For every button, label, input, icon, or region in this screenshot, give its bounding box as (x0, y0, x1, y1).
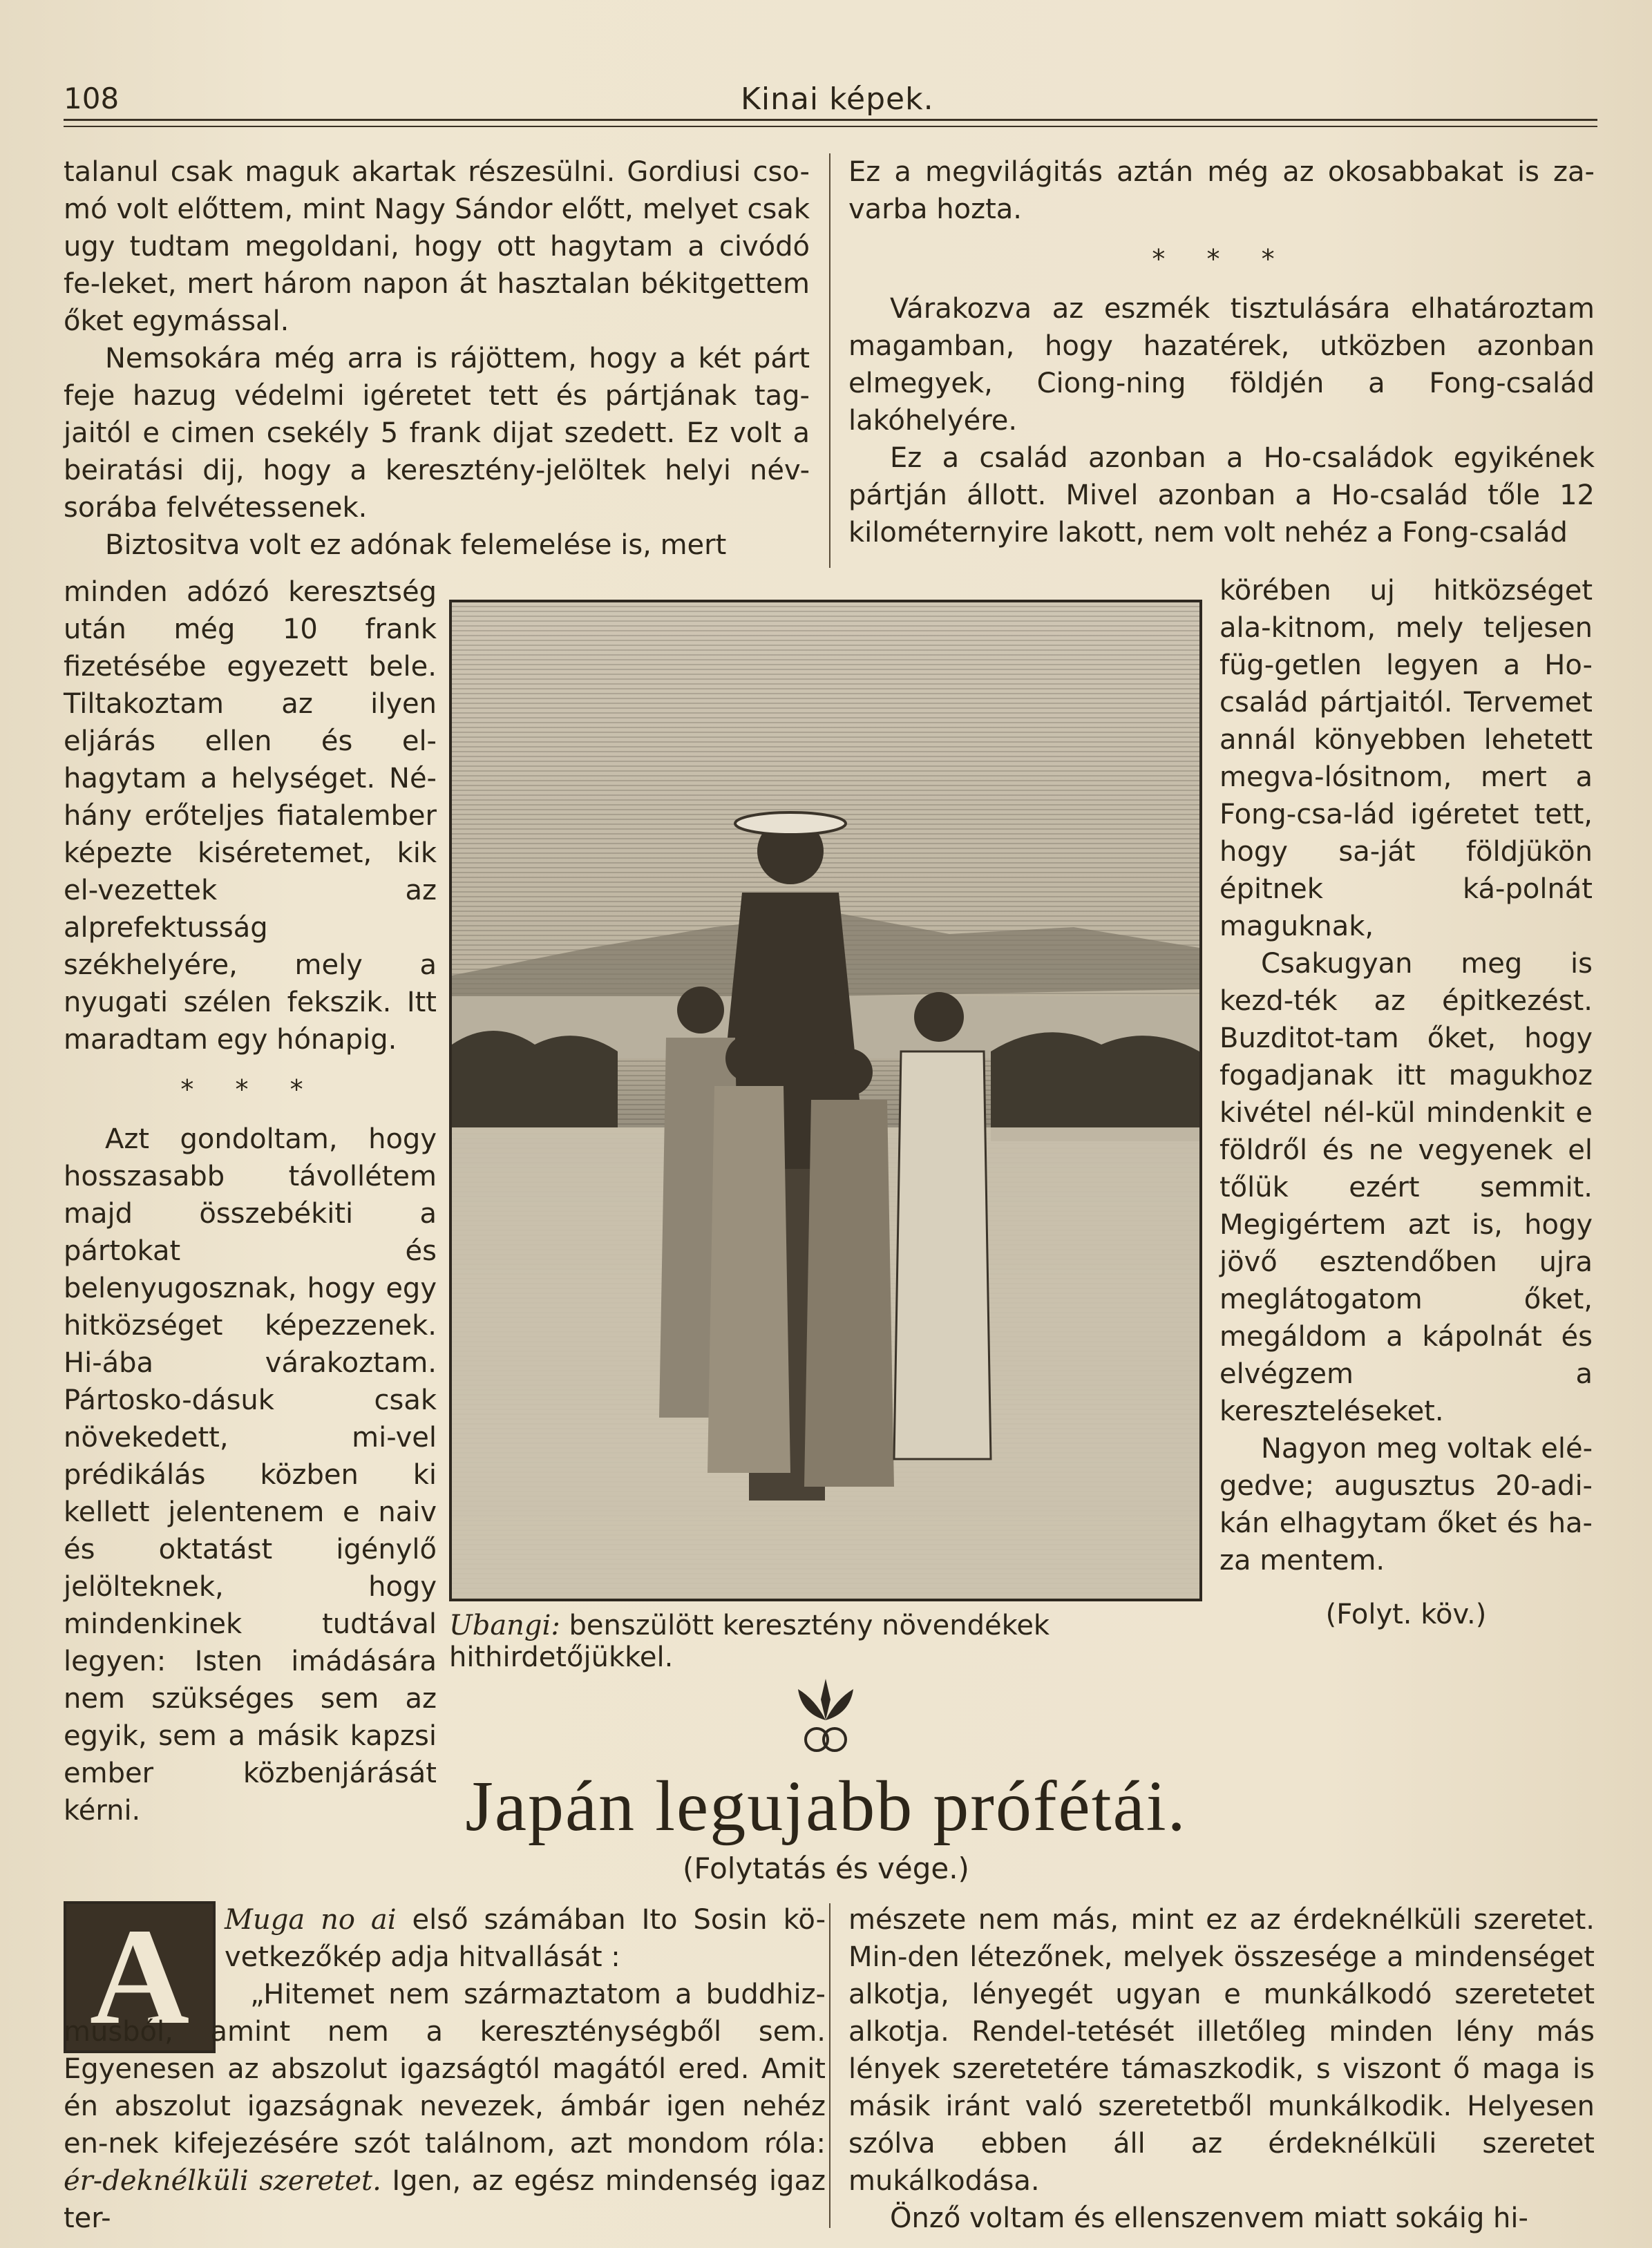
paragraph: Csakugyan meg is kezd-ték az épitkezést. Buzditot-tam őket, hogy fogadjanak itt magukhoz kivétel nél-kül mindenkit e földről és ne vegyenek el tőlük ezért semmit. Megigértem azt is, hogy jövő esztendőben ujra meglátogatom őket, megáldom a kápolnát és elvégzem a kereszteléseket. (1219, 948, 1593, 1427)
caption-text: benszülött keresztény növendékek hithirdetőjükkel. (449, 1610, 1050, 1673)
article-subtitle: (Folytatás és vége.) (683, 1851, 969, 1885)
paragraph: Ez a megvilágitás aztán még az okosabbakat is za-varba hozta. (848, 156, 1595, 225)
quote-end: Igen, az egész mindenség igaz ter- (64, 2165, 826, 2234)
quote-emphasis: ér-deknélküli szeretet. (64, 2165, 381, 2197)
column-divider (829, 153, 830, 568)
ornament-icon (795, 1672, 857, 1755)
header-rule (64, 119, 1597, 121)
paragraph: Ez a család azonban a Ho-családok egyikének pártján állott. Mivel azonban a Ho-család tőle 12 kilométernyire lakott, nem volt nehéz a Fong-család (848, 442, 1595, 549)
paragraph: Biztositva volt ez adónak felemelése is, mert (105, 529, 727, 561)
page-number: 108 (64, 82, 120, 115)
paragraph: talanul csak maguk akartak részesülni. Gordiusi cso-mó volt előttem, mint Nagy Sándor előtt, melyet csak ugy tudtam megoldani, hogy ott hagytam a civódó fe-leket, mert három napon át hasztalan békitgettem őket egymással. (64, 156, 810, 337)
paragraph: Önző voltam és ellenszenvem miatt sokáig hi- (890, 2202, 1528, 2234)
photo-caption (449, 1610, 1209, 1673)
paragraph: Azt gondoltam, hogy hosszasabb távollétem majd összebékiti a pártokat és belenyugosznak, hogy egy hitközséget képezzenek. Hi-ába várakoztam. Pártosko-dásuk csak növekedett, mi-vel prédikálás közben ki kellett jelentenem e naiv és oktatást igénylő jelölteknek, hogy mindenkinek tudtával legyen: Isten imádására nem szükséges sem az egyik, sem a másik kapzsi ember közbenjárását kérni. (64, 1123, 437, 1827)
paragraph: Nemsokára még arra is rájöttem, hogy a két párt feje hazug védelmi igéretet tett és pártjának tag-jaitól e cimen csekély 5 frank dijat szedett. Ez volt a beiratási dij, hogy a keresztény-jelöltek helyi név-sorába felvétessenek. (64, 343, 810, 524)
quote-text: „Hitemet nem származtatom a buddhiz-musból, amint nem a kereszténységből sem. Egyenesen az abszolut igazságtól magától ered. Amit én abszolut igazságnak nevezek, ámbár igen nehéz en-nek kifejezésére szót találnom, azt mondom róla: (64, 1979, 826, 2160)
right-narrow-column (1219, 572, 1593, 1633)
article-right-column (848, 1901, 1595, 2237)
paragraph: Várakozva az eszmék tisztulására elhatároztam magamban, hogy hazatérek, utközben azonban elmegyek, Ciong-ning földjén a Fong-család lakóhelyére. (848, 293, 1595, 437)
section-break: * * * (1152, 244, 1291, 274)
photo-illustration (452, 602, 1199, 1599)
section-break: * * * (180, 1074, 320, 1105)
paragraph: körében uj hitközséget ala-kitnom, mely teljesen füg-getlen legyen a Ho-család pártjaitól. Tervemet annál könyebben lehetett megva-lósitnom, mert a Fong-csa-lád igéretet tett, hogy sa-ját földjükön épitnek ká-polnát maguknak, (1219, 575, 1593, 942)
header-rule-double (64, 126, 1597, 127)
paragraph: mészete nem más, mint ez az érdeknélküli szeretet. Min-den létezőnek, melyek összesége a mindenséget alkotja, lényegét ugyan e munkálkodó szeretetet alkotja. Rendel-tetését illetőleg minden lény más lények szeretetére támaszkodik, s viszont ő maga is másik iránt való szeretetből munkálkodik. Helyesen szólva ebben áll az érdeknélküli szeretet mukálkodása. (848, 1904, 1595, 2197)
left-narrow-column (64, 573, 437, 1829)
journal-name: Muga no ai (225, 1904, 397, 1936)
photograph (449, 600, 1202, 1601)
article-lead-block (225, 1901, 826, 1976)
left-column (64, 153, 810, 564)
paragraph: Nagyon meg voltak elé-gedve; augusztus 20-adi-kán elhagytam őket és ha-za mentem. (1219, 1433, 1593, 1577)
continued-note: (Folyt. köv.) (1325, 1599, 1487, 1630)
page-header (64, 82, 1584, 123)
article-left-column (64, 1976, 826, 2237)
drop-cap-letter: A (89, 1901, 190, 2053)
running-title: Kinai képek. (741, 82, 934, 117)
column-divider-lower (829, 1903, 830, 2228)
paragraph: minden adózó keresztség után még 10 frank fizetésébe egyezett bele. Tiltakoztam az ilyen eljárás ellen és el-hagytam a helységet. Né-hány erőteljes fiatalember képezte kiséretemet, kik el-vezettek az alprefektusság székhelyére, mely a nyugati szélen fekszik. Itt maradtam egy hónapig. (64, 576, 437, 1056)
caption-place: Ubangi: (449, 1610, 560, 1641)
lead-text: első számában Ito Sosin kö-vetkezőkép adja hitvallását : (225, 1904, 826, 1973)
right-column (848, 153, 1595, 551)
article-title: Japán legujabb prófétái. (465, 1766, 1187, 1846)
